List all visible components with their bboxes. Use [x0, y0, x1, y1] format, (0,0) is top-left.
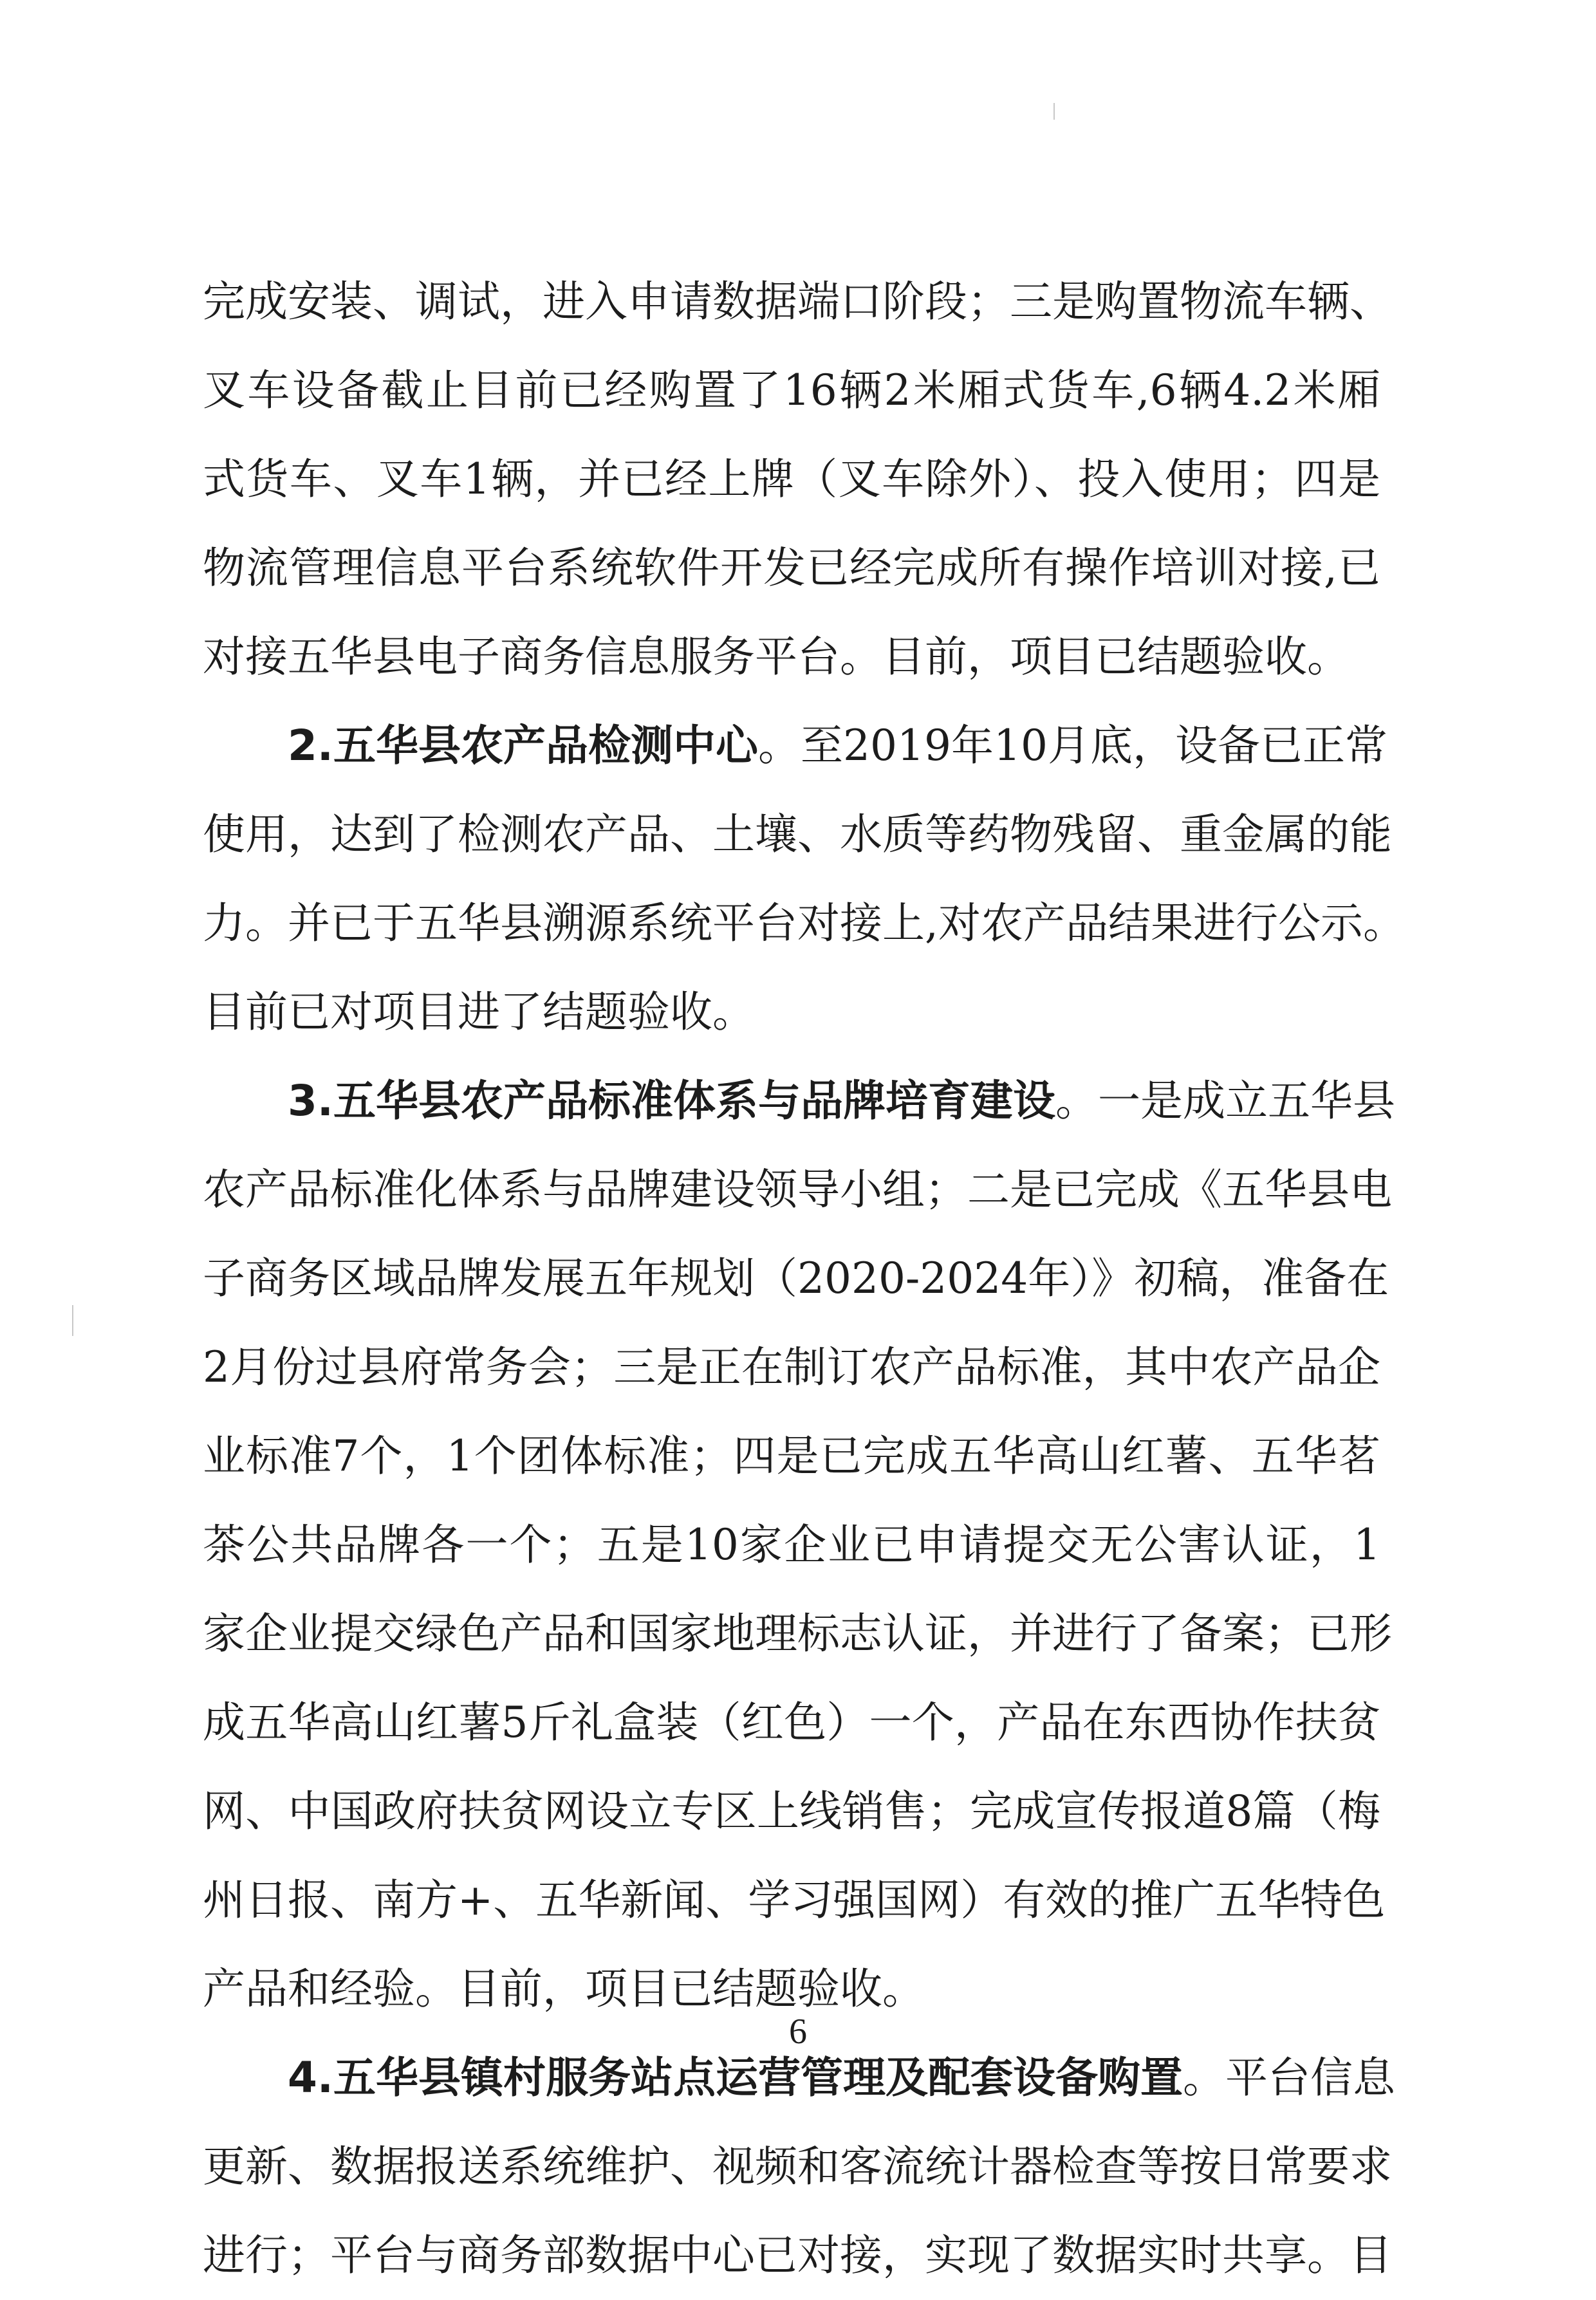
scan-artifact-mark	[72, 1305, 73, 1336]
text-line: 成五华高山红薯5斤礼盒装（红色）一个，产品在东西协作扶贫	[203, 1698, 1380, 1747]
text-line: 对接五华县电子商务信息服务平台。目前，项目已结题验收。	[203, 632, 1350, 682]
text-span: 。平台信息	[1183, 2053, 1395, 2102]
text-line: 农产品标准化体系与品牌建设领导小组；二是已完成《五华县电	[203, 1165, 1392, 1214]
section-heading: 4.五华县镇村服务站点运营管理及配套设备购置	[288, 2053, 1183, 2102]
text-span: 。至2019年10月底，设备已正常	[758, 721, 1387, 770]
text-line: 2月份过县府常务会；三是正在制订农产品标准，其中农产品企	[203, 1342, 1380, 1392]
paragraph-first-line	[203, 1057, 1395, 1145]
text-line: 物流管理信息平台系统软件开发已经完成所有操作培训对接,已	[203, 543, 1380, 593]
section-heading: 2.五华县农产品检测中心	[288, 721, 758, 770]
scan-artifact-mark	[1053, 103, 1055, 120]
text-line: 州日报、南方+、五华新闻、学习强国网）有效的推广五华特色	[203, 1875, 1386, 1925]
text-line: 使用，达到了检测农产品、土壤、水质等药物残留、重金属的能	[203, 810, 1392, 859]
text-line: 式货车、叉车1辆，并已经上牌（叉车除外）、投入使用；四是	[203, 454, 1380, 504]
text-line: 叉车设备截止目前已经购置了16辆2米厢式货车,6辆4.2米厢	[203, 366, 1380, 415]
text-line: 更新、数据报送系统维护、视频和客流统计器检查等按日常要求	[203, 2142, 1392, 2191]
text-line: 业标准7个，1个团体标准；四是已完成五华高山红薯、五华茗	[203, 1431, 1380, 1481]
section-heading: 3.五华县农产品标准体系与品牌培育建设	[288, 1076, 1055, 1126]
text-line: 网、中国政府扶贫网设立专区上线销售；完成宣传报道8篇（梅	[203, 1786, 1380, 1836]
text-line: 力。并已于五华县溯源系统平台对接上,对农产品结果进行公示。	[203, 898, 1406, 948]
text-line: 完成安装、调试，进入申请数据端口阶段；三是购置物流车辆、	[203, 277, 1392, 326]
text-line: 家企业提交绿色产品和国家地理标志认证，并进行了备案；已形	[203, 1609, 1392, 1658]
text-line: 进行；平台与商务部数据中心已对接，实现了数据实时共享。目	[203, 2230, 1392, 2280]
text-line: 子商务区域品牌发展五年规划（2020-2024年）》初稿，准备在	[203, 1254, 1389, 1303]
text-line: 产品和经验。目前，项目已结题验收。	[203, 1964, 925, 2014]
text-line: 茶公共品牌各一个；五是10家企业已申请提交无公害认证，1	[203, 1520, 1380, 1570]
paragraph-first-line	[203, 701, 1387, 790]
page-number: 6	[789, 2012, 807, 2052]
text-line: 目前已对项目进了结题验收。	[203, 987, 755, 1037]
text-span: 。一是成立五华县	[1055, 1076, 1395, 1126]
document-body	[203, 257, 1406, 2300]
